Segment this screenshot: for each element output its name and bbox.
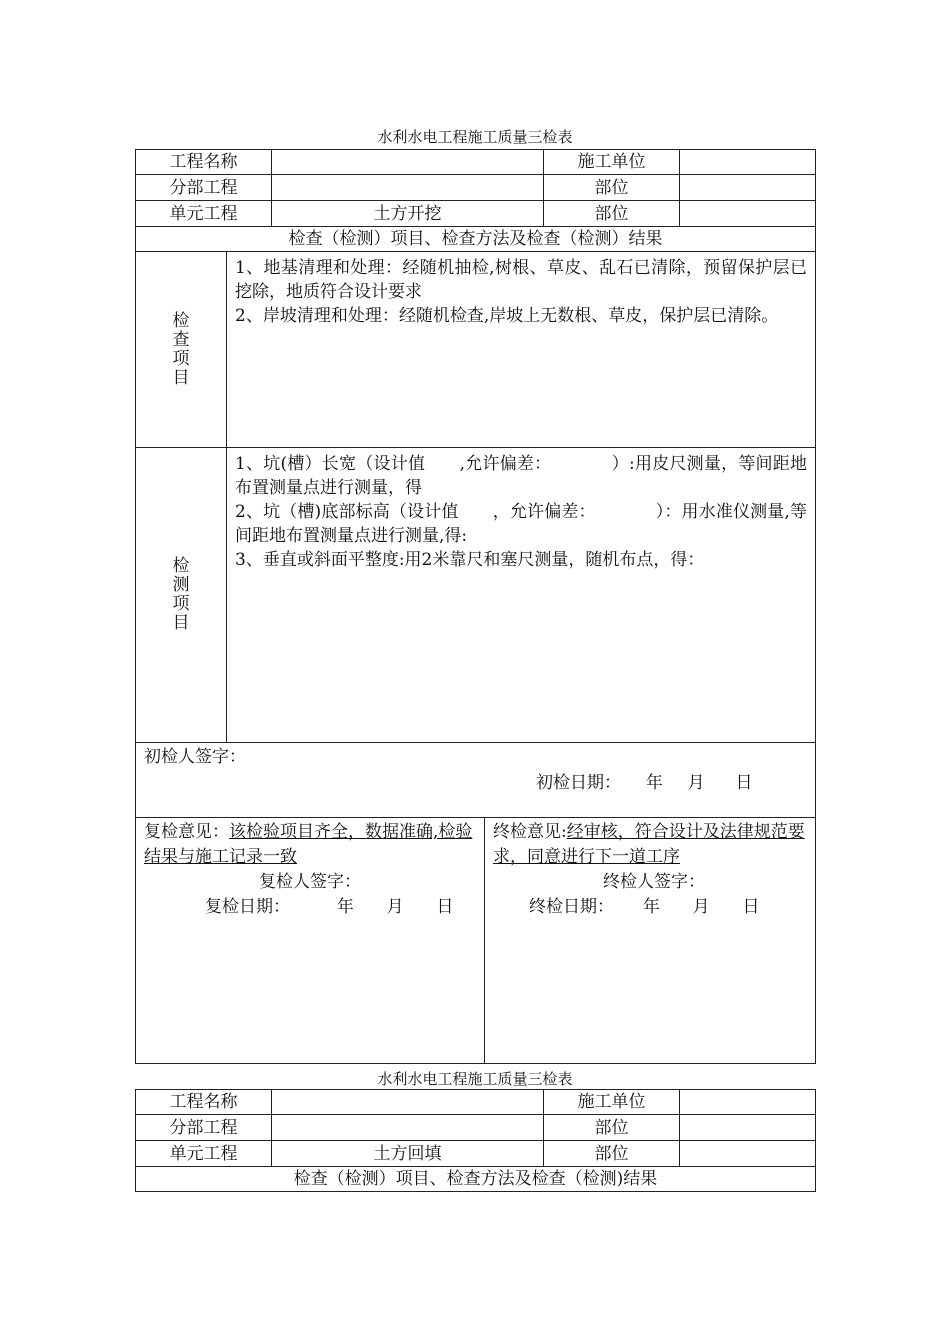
location-field-2[interactable] <box>680 1141 816 1167</box>
recheck-date-label: 复检日期： <box>205 897 290 917</box>
test-items-content[interactable] <box>227 448 816 743</box>
initial-date-year: 年 <box>645 773 663 793</box>
initial-date-label: 初检日期： <box>536 773 621 793</box>
recheck-date-year: 年 <box>336 897 354 917</box>
division-field[interactable] <box>272 175 544 201</box>
initial-date-day: 日 <box>735 773 753 793</box>
form-title-2: 水利水电工程施工质量三检表 <box>377 1070 573 1088</box>
division-field[interactable] <box>272 1115 544 1141</box>
final-check-cell[interactable] <box>485 818 816 1064</box>
final-date-day: 日 <box>742 897 760 917</box>
inspection-form <box>135 149 816 818</box>
unit-work-label: 单元工程 <box>136 201 272 227</box>
final-opinion-text: 经审核，符合设计及法律规范要求，同意进行下一道工序 <box>493 822 805 867</box>
contractor-field[interactable] <box>680 1090 816 1115</box>
test-item-3: 3、垂直或斜面平整度:用2米靠尺和塞尺测量，随机布点，得： <box>235 550 705 570</box>
final-signature-label: 终检人签字： <box>603 872 705 892</box>
final-date-row <box>493 895 807 920</box>
contractor-field[interactable] <box>680 150 816 175</box>
final-date-label: 终检日期： <box>529 897 614 917</box>
location-label-2: 部位 <box>544 201 680 227</box>
test-item-2: 2、坑（槽)底部标高（设计值 ，允许偏差： ）：用水准仪测量,等间距地布置测量点进行测量,得: <box>235 502 807 546</box>
recheck-signature-label: 复检人签字： <box>259 872 361 892</box>
contractor-label: 施工单位 <box>544 150 680 175</box>
final-date-month: 月 <box>692 897 710 917</box>
form-title: 水利水电工程施工质量三检表 <box>377 128 573 146</box>
project-name-label: 工程名称 <box>136 1090 272 1115</box>
division-label: 分部工程 <box>136 1115 272 1141</box>
project-name-label: 工程名称 <box>136 150 272 175</box>
recheck-cell[interactable] <box>136 818 485 1064</box>
project-name-field[interactable] <box>272 150 544 175</box>
final-opinion-label: 终检意见: <box>493 822 567 842</box>
check-item-1: 1、地基清理和处理：经随机抽检,树根、草皮、乱石已清除，预留保护层已挖除，地质符合设计要求 <box>235 258 807 302</box>
location-field[interactable] <box>680 175 816 201</box>
recheck-date-month: 月 <box>386 897 404 917</box>
test-items-label: 检测项目 <box>136 448 227 743</box>
check-items-label: 检查项目 <box>136 252 227 448</box>
review-section <box>135 817 816 1064</box>
section-header: 检查（检测）项目、检查方法及检查（检测)结果 <box>136 1167 816 1192</box>
unit-work-label: 单元工程 <box>136 1141 272 1167</box>
check-items-content[interactable] <box>227 252 816 448</box>
recheck-opinion-text: 该检验项目齐全，数据准确,检验结果与施工记录一致 <box>144 822 473 867</box>
unit-work-field[interactable]: 土方回填 <box>272 1141 544 1167</box>
contractor-label: 施工单位 <box>544 1090 680 1115</box>
initial-date-month: 月 <box>687 773 705 793</box>
test-item-1: 1、坑(槽）长宽（设计值 ,允许偏差： ）:用皮尺测量，等间距地布置测量点进行测量，得 <box>235 454 807 498</box>
initial-signature-label: 初检人签字： <box>144 747 246 767</box>
initial-inspection-cell[interactable] <box>136 743 816 818</box>
division-label: 分部工程 <box>136 175 272 201</box>
check-item-2: 2、岸坡清理和处理：经随机检查,岸坡上无数根、草皮，保护层已清除。 <box>235 306 779 326</box>
location-field[interactable] <box>680 1115 816 1141</box>
location-label: 部位 <box>544 175 680 201</box>
recheck-opinion-label: 复检意见： <box>144 822 229 842</box>
final-date-year: 年 <box>642 897 660 917</box>
recheck-date-row <box>144 895 476 920</box>
project-name-field[interactable] <box>272 1090 544 1115</box>
inspection-form-2 <box>135 1089 816 1192</box>
location-label-2: 部位 <box>544 1141 680 1167</box>
section-header: 检查（检测）项目、检查方法及检查（检测）结果 <box>136 227 816 252</box>
location-field-2[interactable] <box>680 201 816 227</box>
unit-work-field[interactable]: 土方开挖 <box>272 201 544 227</box>
initial-date-row <box>144 771 807 795</box>
location-label: 部位 <box>544 1115 680 1141</box>
recheck-date-day: 日 <box>436 897 454 917</box>
